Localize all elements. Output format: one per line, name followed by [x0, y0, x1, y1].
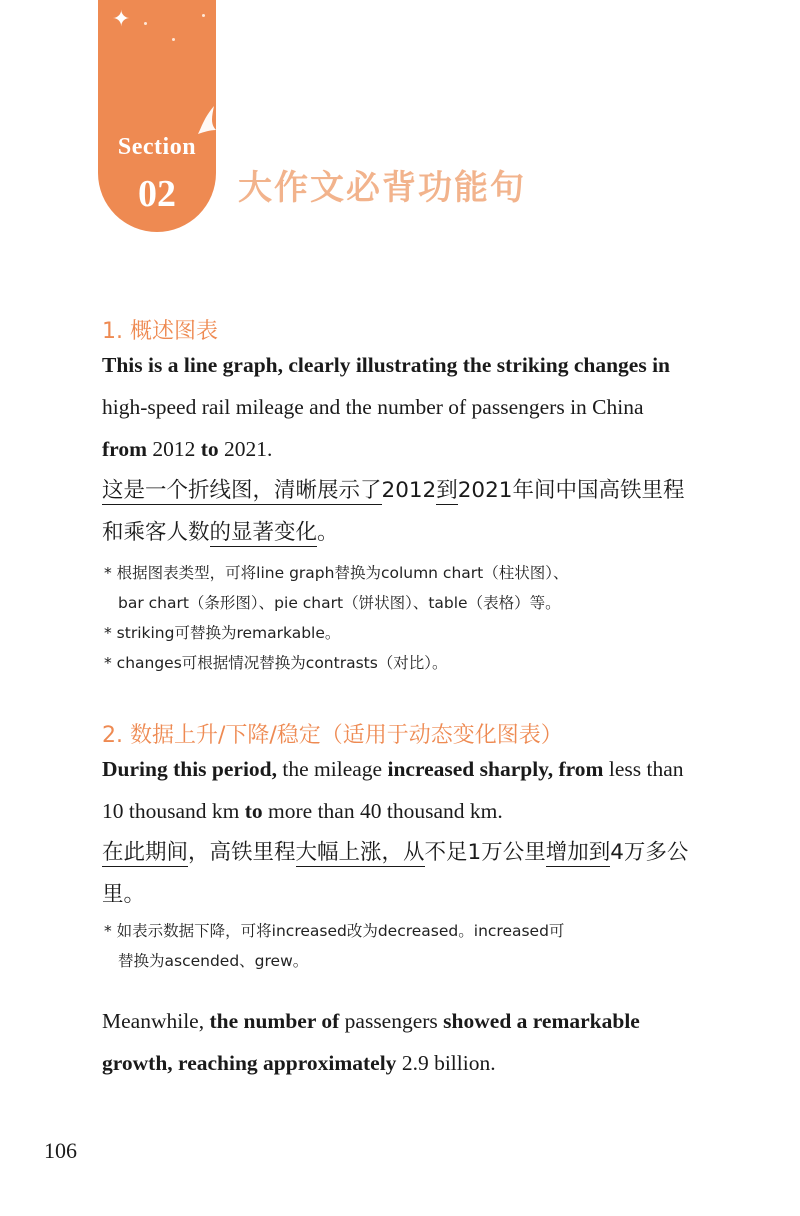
plain-phrase: Meanwhile,: [102, 1009, 210, 1033]
bold-phrase: from: [102, 437, 147, 461]
plain-phrase: the mileage: [277, 757, 388, 781]
underlined-phrase: 这是一个折线图，清晰展示了: [102, 478, 382, 503]
notes-1: [104, 558, 694, 678]
plain-phrase: 2021.: [218, 437, 273, 461]
bold-phrase: showed a remarkable growth, reaching approximately: [102, 1009, 640, 1075]
english-sentence-1: [102, 344, 692, 470]
english-sentence-3: [102, 1000, 692, 1084]
section-word: Section: [117, 134, 197, 160]
plain-phrase: 2012: [146, 437, 201, 461]
plain-phrase: 4万多公里。: [102, 840, 689, 907]
bold-phrase: This is a line graph, clearly illustrating the striking changes in: [102, 353, 671, 377]
underlined-phrase: 的显著变化: [209, 520, 318, 545]
decorative-dot: [202, 14, 205, 17]
underlined-phrase: 增加到: [545, 840, 611, 865]
plain-phrase: more than 40 thousand km.: [262, 799, 503, 823]
chinese-translation-2: [102, 832, 692, 916]
plain-phrase: passengers: [339, 1009, 444, 1033]
section-number: 02: [138, 173, 176, 215]
note-line: * 根据图表类型，可将line graph替换为column chart（柱状图）、: [104, 564, 569, 582]
plain-phrase: ，高铁里程: [188, 840, 296, 865]
plain-phrase: high-speed rail mileage and the number of passengers in China: [102, 395, 644, 419]
notes-2: [104, 916, 694, 976]
plain-phrase: 2012: [381, 478, 437, 503]
bold-phrase: During this period,: [102, 757, 278, 781]
plain-phrase: less than 10 thousand km: [102, 757, 684, 823]
decorative-dot: [144, 22, 147, 25]
bold-phrase: the number of: [209, 1009, 340, 1033]
note-line: 替换为ascended、grew。: [118, 952, 309, 970]
bold-phrase: to: [200, 437, 219, 461]
underlined-phrase: 在此期间: [102, 840, 189, 865]
page-number: 106: [44, 1138, 77, 1163]
underlined-phrase: 到: [436, 478, 458, 503]
decorative-dot: [172, 38, 175, 41]
bold-phrase: increased sharply, from: [387, 757, 604, 781]
heading-1: 1. 概述图表: [102, 319, 218, 344]
bold-phrase: to: [244, 799, 263, 823]
plain-phrase: 不足1万公里: [424, 840, 546, 865]
chinese-translation-1: [102, 470, 692, 554]
sparkle-icon: ✦: [112, 6, 131, 31]
note-line: * changes可根据情况替换为contrasts（对比）。: [104, 654, 448, 672]
note-line: * 如表示数据下降，可将increased改为decreased。increased可: [104, 922, 565, 940]
heading-2: 2. 数据上升/下降/稳定（适用于动态变化图表）: [102, 723, 563, 748]
underlined-phrase: 大幅上涨，从: [295, 840, 425, 865]
plain-phrase: 。: [317, 520, 339, 545]
section-title: 大作文必背功能句: [238, 168, 526, 208]
plain-phrase: 2021年间中国高铁里程和乘客人数: [102, 478, 685, 545]
note-line: * striking可替换为remarkable。: [104, 624, 341, 642]
bird-silhouette-icon: [196, 104, 218, 138]
section-tab: [98, 0, 216, 232]
english-sentence-2: [102, 748, 692, 832]
note-line: bar chart（条形图）、pie chart（饼状图）、table（表格）等。: [118, 594, 561, 612]
plain-phrase: 2.9 billion.: [396, 1051, 496, 1075]
